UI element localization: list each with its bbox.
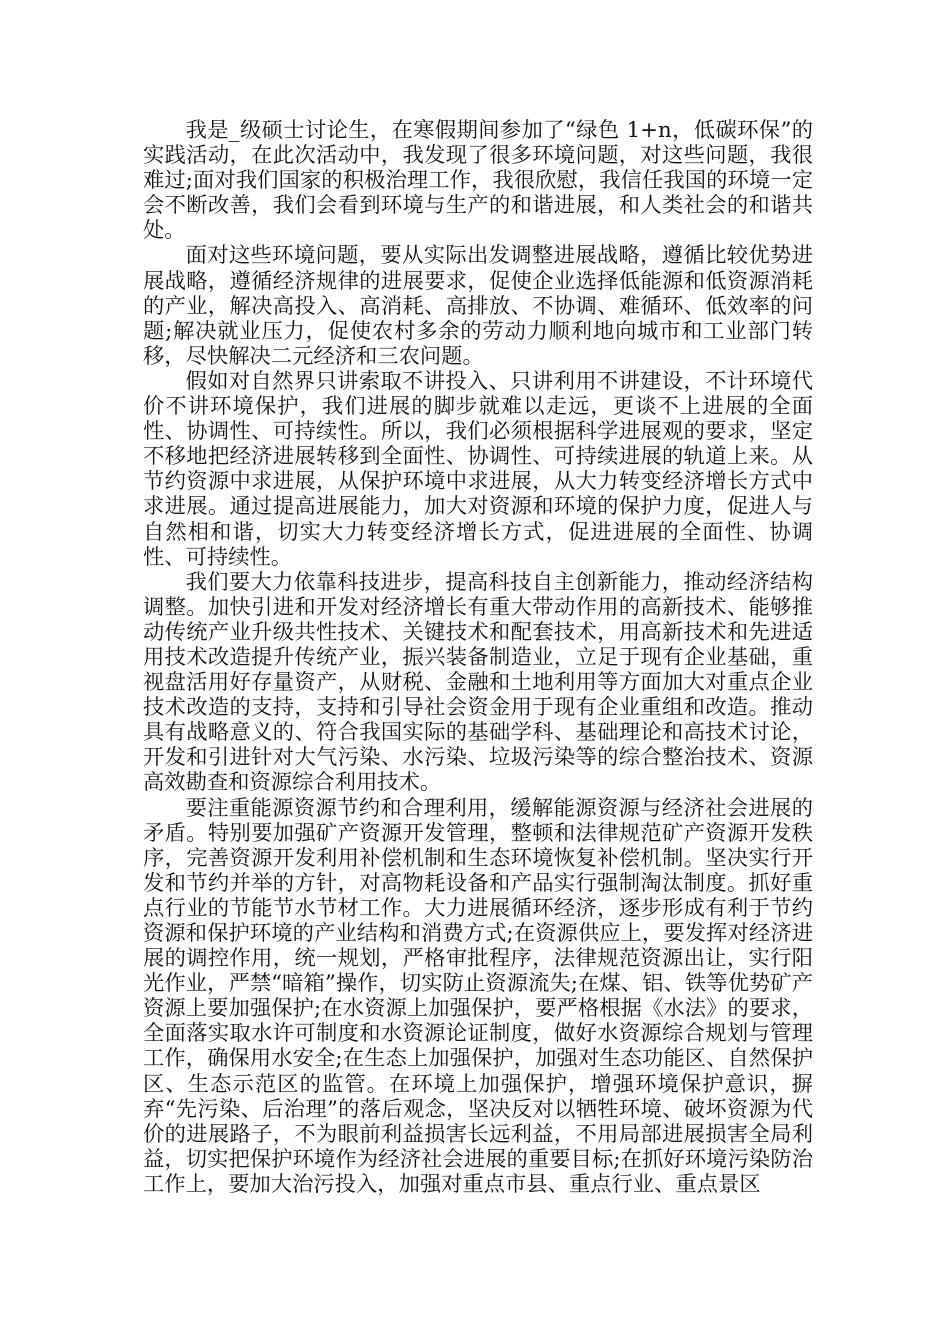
paragraph-1: 我是_级硕士讨论生，在寒假期间参加了“绿色 1+n，低碳环保”的实践活动，在此次活动中，我发现了很多环境问题，对这些问题，我很难过;面对我们国家的积极治理工作，我很欣慰，我信任我国的环境一定会不断改善，我们会看到环境与生产的和谐进展，和人类社会的和谐共处。 — [143, 118, 813, 244]
paragraph-2: 面对这些环境问题，要从实际出发调整进展战略，遵循比较优势进展战略，遵循经济规律的进展要求，促使企业选择低能源和低资源消耗的产业，解决高投入、高消耗、高排放、不协调、难循环、低效率的问题;解决就业压力，促使农村多余的劳动力顺利地向城市和工业部门转移，尽快解决二元经济和三农问题。 — [143, 243, 813, 369]
document-body — [143, 118, 813, 1197]
paragraph-5: 要注重能源资源节约和合理利用，缓解能源资源与经济社会进展的矛盾。特别要加强矿产资源开发管理，整顿和法律规范矿产资源开发秩序，完善资源开发利用补偿机制和生态环境恢复补偿机制。坚决实行开发和节约并举的方针，对高物耗设备和产品实行强制淘汰制度。抓好重点行业的节能节水节材工作。大力进展循环经济，逐步形成有利于节约资源和保护环境的产业结构和消费方式;在资源供应上，要发挥对经济进展的调控作用，统一规划，严格审批程序，法律规范资源出让，实行阳光作业，严禁“暗箱”操作，切实防止资源流失;在煤、铝、铁等优势矿产资源上要加强保护;在水资源上加强保护，要严格根据《水法》的要求，全面落实取水许可制度和水资源论证制度，做好水资源综合规划与管理工作，确保用水安全;在生态上加强保护，加强对生态功能区、自然保护区、生态示范区的监管。在环境上加强保护，增强环境保护意识，摒弃“先污染、后治理”的落后观念，坚决反对以牺牲环境、破坏资源为代价的进展路子，不为眼前利益损害长远利益，不用局部进展损害全局利益，切实把保护环境作为经济社会进展的重要目标;在抓好环境污染防治工作上，要加大治污投入，加强对重点市县、重点行业、重点景区 — [143, 795, 813, 1197]
paragraph-4: 我们要大力依靠科技进步，提高科技自主创新能力，推动经济结构调整。加快引进和开发对经济增长有重大带动作用的高新技术、能够推动传统产业升级共性技术、关键技术和配套技术，用高新技术和先进适用技术改造提升传统产业，振兴装备制造业，立足于现有企业基础，重视盘活用好存量资产，从财税、金融和土地利用等方面加大对重点企业技术改造的支持，支持和引导社会资金用于现有企业重组和改造。推动具有战略意义的、符合我国实际的基础学科、基础理论和高技术讨论，开发和引进针对大气污染、水污染、垃圾污染等的综合整治技术、资源高效勘查和资源综合利用技术。 — [143, 569, 813, 796]
paragraph-3: 假如对自然界只讲索取不讲投入、只讲利用不讲建设，不计环境代价不讲环境保护，我们进展的脚步就难以走远，更谈不上进展的全面性、协调性、可持续性。所以，我们必须根据科学进展观的要求，坚定不移地把经济进展转移到全面性、协调性、可持续进展的轨道上来。从节约资源中求进展，从保护环境中求进展，从大力转变经济增长方式中求进展。通过提高进展能力，加大对资源和环境的保护力度，促进人与自然相和谐，切实大力转变经济增长方式，促进进展的全面性、协调性、可持续性。 — [143, 368, 813, 570]
